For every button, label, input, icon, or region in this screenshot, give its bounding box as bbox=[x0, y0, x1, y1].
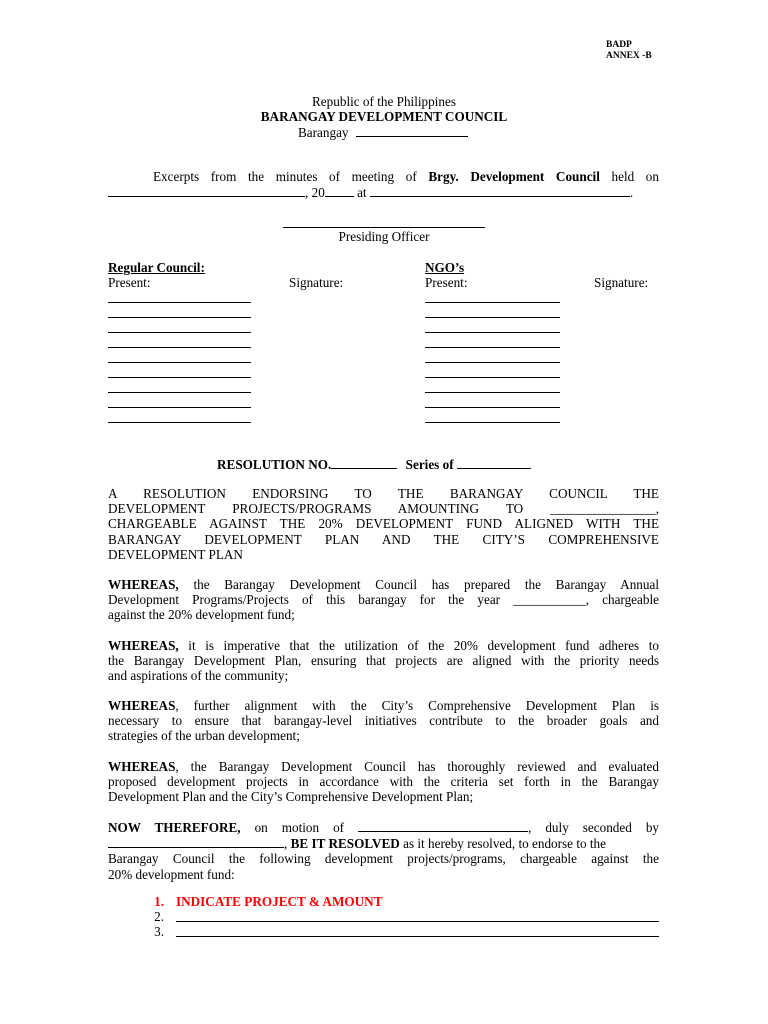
series-label: Series of bbox=[405, 457, 454, 472]
annex-code-line1: BADP bbox=[606, 40, 632, 50]
project-item-3-blank[interactable] bbox=[176, 936, 659, 937]
excerpt-line1 bbox=[108, 169, 659, 184]
duly-seconded-label: , duly seconded by bbox=[528, 820, 660, 835]
now-therefore-lead: NOW THEREFORE, bbox=[108, 820, 241, 835]
resolution-title-line: A RESOLUTION ENDORSING TO THE BARANGAY COUNCIL THE bbox=[108, 486, 659, 501]
meeting-date-blank[interactable] bbox=[108, 184, 305, 197]
annex-code-line2: ANNEX -B bbox=[606, 51, 652, 61]
ngo-present-line[interactable] bbox=[425, 362, 560, 363]
whereas-text: strategies of the urban development; bbox=[108, 728, 300, 744]
whereas-text: and aspirations of the community; bbox=[108, 668, 289, 684]
whereas-clause-4 bbox=[108, 759, 659, 805]
ngo-present-line[interactable] bbox=[425, 347, 560, 348]
project-item-3-number: 3. bbox=[154, 924, 164, 939]
ngo-present-label: Present: bbox=[425, 275, 468, 290]
project-item-1-text: INDICATE PROJECT & AMOUNT bbox=[176, 894, 383, 909]
venue-blank[interactable] bbox=[370, 184, 630, 197]
excerpt-line2 bbox=[108, 184, 633, 200]
motion-by-blank[interactable] bbox=[358, 819, 528, 832]
regular-council-heading: Regular Council: bbox=[108, 260, 205, 275]
project-item-1-number: 1. bbox=[154, 894, 164, 909]
resolution-title-line: BARANGAY DEVELOPMENT PLAN AND THE CITY’S COMPREHENSIVE bbox=[108, 531, 659, 547]
whereas-text: against the 20% development fund; bbox=[108, 607, 295, 623]
council-present-line[interactable] bbox=[108, 347, 251, 348]
whereas-lead: WHEREAS bbox=[108, 698, 176, 713]
council-title: BARANGAY DEVELOPMENT COUNCIL bbox=[260, 109, 508, 124]
resolution-number-blank[interactable] bbox=[331, 456, 397, 469]
resolved-text: 20% development fund: bbox=[108, 866, 235, 882]
series-blank[interactable] bbox=[457, 456, 531, 469]
whereas-text: it is imperative that the utilization of the 20% development fund adheres to bbox=[188, 638, 660, 653]
council-present-line[interactable] bbox=[108, 407, 251, 408]
whereas-lead: WHEREAS, bbox=[108, 577, 179, 592]
year-blank[interactable] bbox=[325, 184, 354, 197]
project-item-2-blank[interactable] bbox=[176, 921, 659, 922]
whereas-text: , the Barangay Development Council has thoroughly reviewed and evaluated bbox=[175, 759, 659, 774]
ngo-present-line[interactable] bbox=[425, 392, 560, 393]
excerpt-held-on: held on bbox=[611, 169, 659, 184]
resolution-number-label: RESOLUTION NO. bbox=[217, 457, 332, 472]
resolution-title-last-line: DEVELOPMENT PLAN bbox=[108, 546, 243, 562]
resolved-text: as it hereby resolved, to endorse to the bbox=[403, 836, 606, 852]
resolution-title-line: CHARGEABLE AGAINST THE 20% DEVELOPMENT FUND ALIGNED WITH THE bbox=[108, 516, 659, 532]
annex-code bbox=[606, 40, 652, 62]
whereas-text: , further alignment with the City’s Comprehensive Development Plan is bbox=[175, 698, 659, 713]
ngo-present-line[interactable] bbox=[425, 377, 560, 378]
be-it-resolved: BE IT RESOLVED bbox=[290, 836, 400, 852]
barangay-line bbox=[298, 124, 468, 140]
council-present-line[interactable] bbox=[108, 302, 251, 303]
whereas-text: proposed development projects in accordance with the criteria set forth in the Barangay bbox=[108, 774, 659, 790]
barangay-blank[interactable] bbox=[356, 124, 468, 137]
council-present-line[interactable] bbox=[108, 362, 251, 363]
whereas-text: Development Plan and the City’s Comprehensive Development Plan; bbox=[108, 789, 474, 805]
whereas-clause-3 bbox=[108, 698, 659, 744]
council-present-line[interactable] bbox=[108, 317, 251, 318]
ngo-present-line[interactable] bbox=[425, 422, 560, 423]
ngo-present-line[interactable] bbox=[425, 317, 560, 318]
whereas-clause-2 bbox=[108, 638, 659, 684]
ngo-signature-label: Signature: bbox=[594, 275, 649, 290]
seconded-by-blank[interactable] bbox=[108, 835, 284, 848]
resolution-title-line: DEVELOPMENT PROJECTS/PROGRAMS AMOUNTING TO ________________, bbox=[108, 501, 659, 517]
whereas-lead: WHEREAS bbox=[108, 759, 176, 774]
council-present-line[interactable] bbox=[108, 332, 251, 333]
presiding-signature-line[interactable] bbox=[283, 227, 485, 228]
resolution-title bbox=[108, 486, 659, 562]
on-motion-label: on motion of bbox=[254, 820, 345, 835]
year-prefix: , 20 bbox=[305, 185, 325, 200]
whereas-text: necessary to ensure that barangay-level initiatives contribute to the broader goals and bbox=[108, 713, 659, 729]
project-item-2-number: 2. bbox=[154, 909, 164, 924]
council-present-line[interactable] bbox=[108, 377, 251, 378]
presiding-officer-label: Presiding Officer bbox=[338, 229, 430, 244]
ngo-present-line[interactable] bbox=[425, 302, 560, 303]
resolution-number-line bbox=[217, 456, 531, 472]
now-therefore-clause bbox=[108, 819, 659, 882]
project-list bbox=[148, 894, 659, 942]
whereas-text: Development Programs/Projects of this barangay for the year ___________, chargeable bbox=[108, 592, 659, 608]
resolved-text: Barangay Council the following development projects/programs, chargeable against the bbox=[108, 851, 659, 867]
excerpt-before: Excerpts from the minutes of meeting of bbox=[153, 169, 417, 184]
council-present-line[interactable] bbox=[108, 422, 251, 423]
council-present-label: Present: bbox=[108, 275, 151, 290]
excerpt-end: . bbox=[629, 185, 634, 200]
council-signature-label: Signature: bbox=[289, 275, 344, 290]
ngo-present-line[interactable] bbox=[425, 332, 560, 333]
excerpt-council-name: Brgy. Development Council bbox=[428, 169, 600, 184]
country-title: Republic of the Philippines bbox=[312, 94, 456, 109]
at-label: at bbox=[357, 185, 367, 200]
ngo-present-line[interactable] bbox=[425, 407, 560, 408]
barangay-label: Barangay bbox=[298, 125, 349, 140]
comma: , bbox=[284, 836, 288, 852]
council-present-line[interactable] bbox=[108, 392, 251, 393]
whereas-clause-1 bbox=[108, 577, 659, 623]
whereas-text: the Barangay Development Council has prepared the Barangay Annual bbox=[193, 577, 659, 592]
ngos-heading: NGO’s bbox=[425, 260, 465, 275]
whereas-text: the Barangay Development Plan, ensuring that projects are aligned with the priority needs bbox=[108, 653, 659, 669]
whereas-lead: WHEREAS, bbox=[108, 638, 179, 653]
